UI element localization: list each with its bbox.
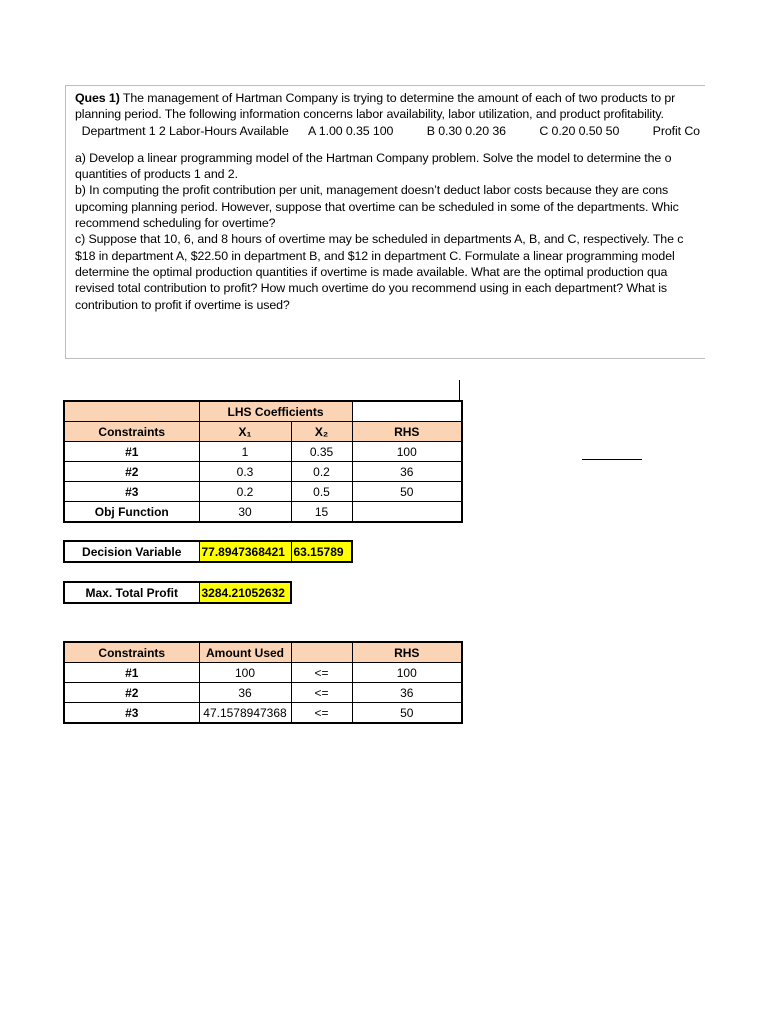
part-b-line-1: b) In computing the profit contribution per unit, management doesn’t deduct labor costs because they are cons xyxy=(75,183,669,198)
table-header-row xyxy=(64,422,462,442)
column-header: Amount Used xyxy=(199,642,291,663)
table-row xyxy=(64,442,462,462)
table-cell: <= xyxy=(291,703,352,724)
table-cell: 50 xyxy=(352,482,462,502)
max-profit-table xyxy=(63,581,292,604)
max-profit-label: Max. Total Profit xyxy=(64,582,199,603)
obj-function-label: Obj Function xyxy=(64,502,199,523)
table-cell: #2 xyxy=(64,683,199,703)
column-header: X₁ xyxy=(199,422,291,442)
part-c-line-5: contribution to profit if overtime is used? xyxy=(75,297,290,312)
table-cell: <= xyxy=(291,663,352,683)
part-b-line-3: recommend scheduling for overtime? xyxy=(75,216,276,231)
table-cell: 1 xyxy=(199,442,291,462)
column-header xyxy=(291,642,352,663)
lhs-coefficients-header: LHS Coefficients xyxy=(199,401,352,422)
table-cell: 100 xyxy=(352,442,462,462)
column-header: RHS xyxy=(352,642,462,663)
table-cell: 0.5 xyxy=(291,482,352,502)
question-line-3: Department 1 2 Labor-Hours Available A 1.00 0.35 100 B 0.30 0.20 36 C 0.20 0.50 50 Profit Co xyxy=(75,123,700,138)
part-c-line-1: c) Suppose that 10, 6, and 8 hours of overtime may be scheduled in departments A, B, and C, respectively. The c xyxy=(75,232,684,247)
column-header: Constraints xyxy=(64,422,199,442)
table-cell xyxy=(352,401,462,422)
amount-used-table xyxy=(63,641,463,724)
table-cell: 0.3 xyxy=(199,462,291,482)
column-header: X₂ xyxy=(291,422,352,442)
table-row xyxy=(64,582,291,603)
horizontal-rule xyxy=(582,459,642,460)
table-cell: <= xyxy=(291,683,352,703)
table-cell: 0.2 xyxy=(291,462,352,482)
table-cell: 30 xyxy=(199,502,291,523)
question-label: Ques 1) xyxy=(75,91,120,105)
table-cell: #2 xyxy=(64,462,199,482)
question-line-2: planning period. The following information concerns labor availability, labor utilization, and product profitability. xyxy=(75,107,664,122)
table-cell: 36 xyxy=(199,683,291,703)
table-row xyxy=(64,482,462,502)
table-cell: #1 xyxy=(64,663,199,683)
part-c-line-2: $18 in department A, $22.50 in department B, and $12 in department C. Formulate a linear programming model xyxy=(75,248,675,263)
column-header: RHS xyxy=(352,422,462,442)
table-cell: 36 xyxy=(352,462,462,482)
part-a-line-1: a) Develop a linear programming model of the Hartman Company problem. Solve the model to determine the o xyxy=(75,150,672,165)
table-row xyxy=(64,663,462,683)
question-line-1-text: The management of Hartman Company is trying to determine the amount of each of two products to pr xyxy=(119,91,676,105)
table-row xyxy=(64,541,352,562)
table-cell: 47.1578947368 xyxy=(199,703,291,724)
table-row xyxy=(64,462,462,482)
part-c-line-3: determine the optimal production quantities if overtime is made available. What are the optimal production qua xyxy=(75,264,668,279)
lhs-coefficients-table xyxy=(63,400,463,523)
table-cell: #3 xyxy=(64,703,199,724)
table-cell: 50 xyxy=(352,703,462,724)
decision-x2-value[interactable]: 63.15789 xyxy=(291,541,352,562)
part-b-line-2: upcoming planning period. However, suppose that overtime can be scheduled in some of the departments. Whic xyxy=(75,199,679,214)
table-cell: 100 xyxy=(199,663,291,683)
question-text xyxy=(75,90,705,313)
column-header: Constraints xyxy=(64,642,199,663)
table-row xyxy=(64,401,462,422)
table-row xyxy=(64,703,462,724)
question-textbox xyxy=(65,85,705,359)
decision-x1-value[interactable]: 77.8947368421 xyxy=(199,541,291,562)
decision-variable-label: Decision Variable xyxy=(64,541,199,562)
part-a-line-2: quantities of products 1 and 2. xyxy=(75,167,238,182)
vertical-divider xyxy=(459,380,460,402)
decision-variable-table xyxy=(63,540,353,563)
table-cell xyxy=(64,401,199,422)
table-cell: #1 xyxy=(64,442,199,462)
part-c-line-4: revised total contribution to profit? How much overtime do you recommend using in each department? What is xyxy=(75,281,668,296)
max-profit-value[interactable]: 3284.21052632 xyxy=(199,582,291,603)
table-row xyxy=(64,683,462,703)
table-header-row xyxy=(64,642,462,663)
table-cell: 0.35 xyxy=(291,442,352,462)
table-cell: 0.2 xyxy=(199,482,291,502)
table-row xyxy=(64,502,462,523)
spacer xyxy=(75,139,705,150)
table-cell: 36 xyxy=(352,683,462,703)
table-cell: 15 xyxy=(291,502,352,523)
table-cell xyxy=(352,502,462,523)
table-cell: #3 xyxy=(64,482,199,502)
question-line-1 xyxy=(75,90,705,106)
table-cell: 100 xyxy=(352,663,462,683)
